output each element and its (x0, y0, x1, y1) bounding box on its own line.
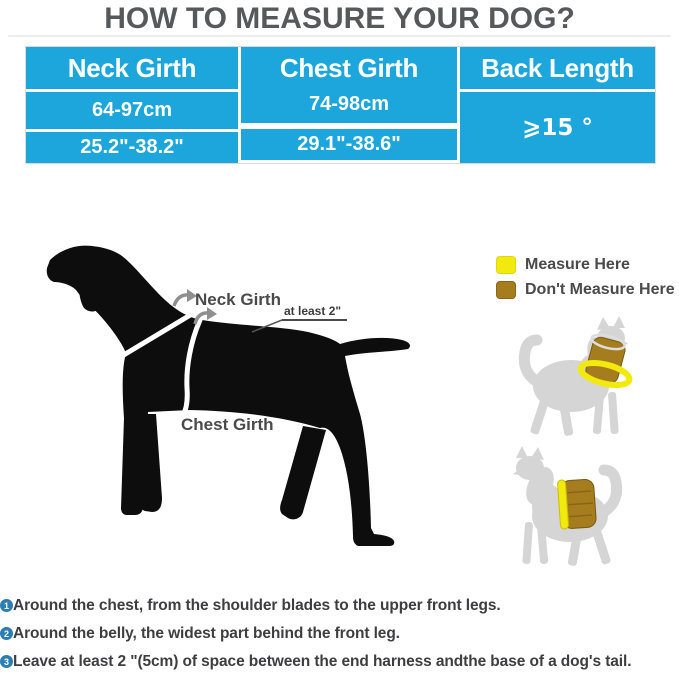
wrap-arrow-icon (174, 289, 197, 306)
size-table (25, 46, 656, 164)
neck-measure-dog-figure (504, 314, 649, 440)
table-header-back-length: Back Length (460, 47, 655, 89)
legend (496, 256, 675, 306)
title-divider (8, 35, 671, 37)
list-item (1, 653, 631, 671)
number-2-badge: 2 (0, 627, 13, 640)
table-header-neck-girth: Neck Girth (26, 47, 238, 89)
instruction-text: Around the belly, the widest part behind the front leg. (13, 625, 400, 642)
back-length-value: ⩾15 ° (460, 92, 655, 163)
table-header-chest-girth: Chest Girth (241, 47, 457, 89)
main-dog-near-rear-leg (280, 426, 326, 519)
number-3-badge: 3 (0, 655, 13, 668)
instruction-text: Leave at least 2 "(5cm) of space between the end harness andthe base of a dog's tail. (13, 653, 632, 670)
belly-measure-dog-figure (492, 444, 637, 570)
page-title: HOW TO MEASURE YOUR DOG? (104, 2, 575, 35)
instruction-text: Around the chest, from the shoulder blades to the upper front legs. (13, 597, 501, 614)
neck-girth-cm-value: 64-97cm (26, 92, 238, 129)
chest-girth-label: Chest Girth (181, 415, 274, 434)
number-1-badge: 1 (0, 599, 13, 612)
legend-row-dont-measure (496, 281, 675, 299)
list-item (1, 597, 501, 615)
legend-row-measure (496, 256, 675, 274)
measure-here-swatch-icon (496, 256, 516, 274)
chest-girth-cm-value: 74-98cm (241, 86, 457, 123)
measure-here-label: Measure Here (525, 256, 630, 273)
dont-measure-swatch-icon (496, 281, 516, 299)
at-least-2-label: at least 2" (282, 304, 347, 321)
list-item (1, 625, 400, 643)
neck-girth-inch-value: 25.2"-38.2" (26, 132, 238, 163)
neck-girth-label: Neck Girth (195, 290, 281, 309)
chest-girth-inch-value: 29.1"-38.6" (241, 129, 457, 160)
dont-measure-here-label: Don't Measure Here (525, 281, 675, 298)
main-dog-diagram (40, 238, 420, 558)
